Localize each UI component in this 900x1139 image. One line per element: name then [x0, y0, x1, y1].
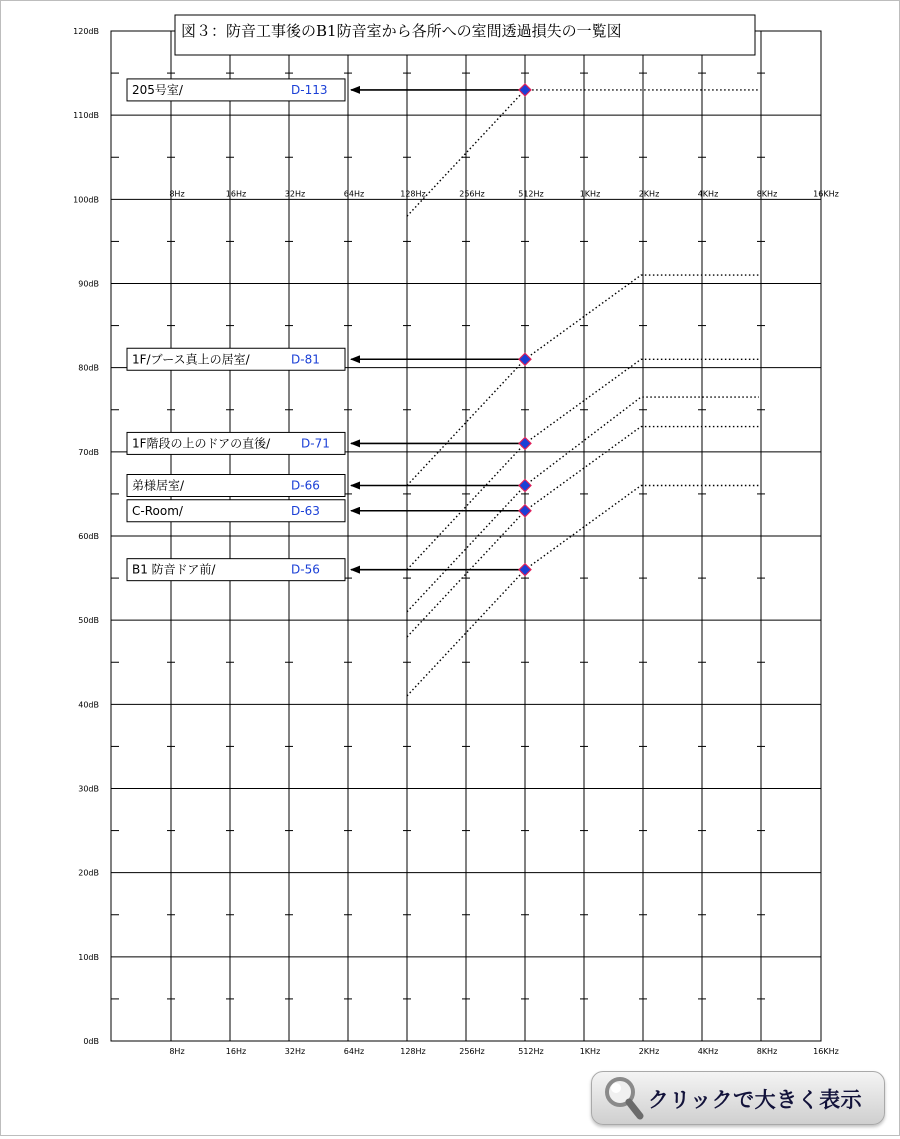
- y-tick-label: 40dB: [78, 700, 99, 710]
- series-lines: [407, 90, 759, 696]
- x-tick-label-upper: 8Hz: [169, 189, 185, 199]
- x-tick-label-upper: 16KHz: [813, 189, 839, 199]
- series-value-label: D-81: [291, 352, 320, 367]
- series-value-label: D-113: [291, 82, 328, 97]
- series-name: 1F/ブース真上の居室/: [132, 352, 250, 367]
- x-tick-label-upper: 4KHz: [697, 189, 719, 199]
- zoom-button-label: クリックで大きく表示: [647, 1088, 863, 1112]
- series-name: 1F階段の上のドアの直後/: [132, 436, 271, 451]
- y-tick-label: 110dB: [73, 111, 99, 121]
- x-tick-label: 128Hz: [400, 1047, 426, 1056]
- y-tick-label: 20dB: [78, 868, 99, 878]
- series-value-label: D-56: [291, 562, 320, 577]
- series-line: [407, 359, 759, 569]
- x-tick-label: 16Hz: [225, 1047, 247, 1056]
- title-box: [175, 15, 755, 55]
- y-axis-labels: [73, 27, 99, 1046]
- grid: [111, 31, 821, 1041]
- series-value-label: D-66: [291, 478, 320, 493]
- chart-title: 図３：防音工事後のB1防音室から各所への室間透過損失の一覧図: [181, 22, 622, 40]
- x-tick-label-upper: 256Hz: [459, 189, 485, 199]
- x-tick-label-upper: 2KHz: [638, 189, 660, 199]
- series-name: B1 防音ドア前/: [132, 562, 216, 577]
- x-tick-label-upper: 8KHz: [756, 189, 778, 199]
- y-tick-label: 100dB: [73, 195, 99, 205]
- y-tick-label: 10dB: [78, 952, 99, 962]
- data-point-marker: [519, 480, 531, 492]
- data-point-marker: [519, 564, 531, 576]
- x-tick-label: 8Hz: [169, 1047, 185, 1056]
- x-tick-label: 4KHz: [697, 1047, 719, 1056]
- y-tick-label: 70dB: [78, 447, 99, 457]
- x-tick-label: 1KHz: [579, 1047, 601, 1056]
- y-tick-label: 0dB: [83, 1037, 99, 1046]
- x-tick-label: 64Hz: [343, 1047, 365, 1056]
- series-name: C-Room/: [132, 503, 183, 518]
- annotations: [127, 79, 531, 581]
- y-tick-label: 60dB: [78, 532, 99, 541]
- series-line: [407, 275, 759, 485]
- data-point-marker: [519, 84, 531, 96]
- series-value-label: D-63: [291, 503, 320, 518]
- x-axis-labels: [169, 189, 838, 1056]
- y-tick-label: 90dB: [78, 279, 99, 289]
- x-tick-label-upper: 1KHz: [579, 189, 601, 199]
- y-tick-label: 30dB: [78, 784, 99, 794]
- x-tick-label: 16KHz: [813, 1047, 839, 1056]
- x-tick-label-upper: 512Hz: [518, 189, 544, 199]
- x-tick-label: 512Hz: [518, 1047, 544, 1056]
- x-tick-label-upper: 64Hz: [343, 189, 365, 199]
- series-value-label: D-71: [301, 436, 330, 451]
- x-tick-label: 8KHz: [756, 1047, 778, 1056]
- zoom-button[interactable]: [591, 1071, 885, 1125]
- series-line: [407, 427, 759, 637]
- y-tick-label: 80dB: [78, 363, 99, 373]
- x-tick-label-upper: 16Hz: [225, 189, 247, 199]
- data-point-marker: [519, 505, 531, 517]
- x-tick-label: 2KHz: [638, 1047, 660, 1056]
- x-tick-label-upper: 128Hz: [400, 189, 426, 199]
- series-line: [407, 486, 759, 696]
- data-point-marker: [519, 353, 531, 365]
- data-point-marker: [519, 437, 531, 449]
- series-name: 205号室/: [132, 82, 183, 97]
- x-tick-label: 32Hz: [284, 1047, 306, 1056]
- chart: [1, 1, 899, 1135]
- y-tick-label: 50dB: [78, 616, 99, 626]
- y-tick-label: 120dB: [73, 27, 99, 36]
- x-tick-label-upper: 32Hz: [284, 189, 306, 199]
- series-name: 弟様居室/: [132, 478, 185, 493]
- x-tick-label: 256Hz: [459, 1047, 485, 1056]
